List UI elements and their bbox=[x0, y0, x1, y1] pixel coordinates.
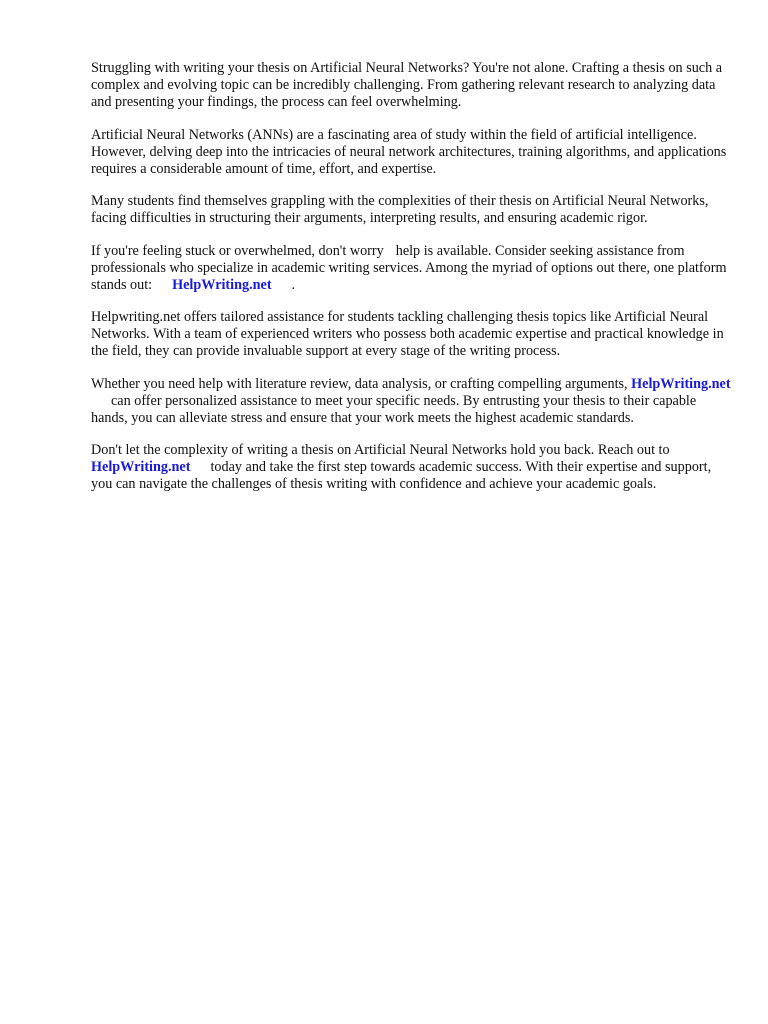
document-body bbox=[91, 60, 731, 509]
paragraph-help-available bbox=[91, 243, 731, 294]
helpwriting-link-3[interactable]: HelpWriting.net bbox=[91, 459, 191, 475]
paragraph-student-difficulties: Many students find themselves grappling with the complexities of their thesis on Artificial Neural Networks, facing difficulties in structuring their arguments, interpreting results, and ensuring academic rigor. bbox=[91, 193, 709, 226]
helpwriting-link-2[interactable]: HelpWriting.net bbox=[631, 375, 731, 392]
paragraph-intro: Struggling with writing your thesis on Artificial Neural Networks? You're not alone. Crafting a thesis on such a complex and evolving topic can be incredibly challenging. From gathering relevant research to analyzing data and presenting your findings, the process can feel overwhelming. bbox=[91, 60, 723, 110]
paragraph-service-description: Helpwriting.net offers tailored assistance for students tackling challenging thesis topics like Artificial Neural Networks. With a team of experienced writers who possess both academic expertise and practical knowledge in the field, they can provide invaluable support at every stage of the writing process. bbox=[91, 309, 724, 359]
helpwriting-link-1[interactable]: HelpWriting.net bbox=[172, 276, 272, 293]
paragraph-cta-text-start: Don't let the complexity of writing a thesis on Artificial Neural Networks hold you back. Reach out to bbox=[91, 442, 670, 458]
paragraph-ann-overview: Artificial Neural Networks (ANNs) are a fascinating area of study within the field of artificial intelligence. However, delving deep into the intricacies of neural network architectures, training algorithms, and applications requires a considerable amount of time, effort, and expertise. bbox=[91, 126, 727, 177]
paragraph-help-text-middle: help is available. Consider seeking assistance from professionals who specialize in academic writing services. Among the myriad of options out there, one platform stands out: bbox=[91, 242, 727, 293]
paragraph-cta-text-end: today and take the first step towards academic success. With their expertise and support, you can navigate the challenges of thesis writing with confidence and achieve your academic goals. bbox=[91, 459, 712, 492]
paragraph-personalized-assistance bbox=[91, 376, 731, 427]
paragraph-personalized-text-start: Whether you need help with literature review, data analysis, or crafting compelling arguments, bbox=[91, 375, 628, 392]
paragraph-help-text-end: . bbox=[291, 276, 296, 293]
paragraph-personalized-text-end: can offer personalized assistance to meet your specific needs. By entrusting your thesis to their capable hands, you can alleviate stress and ensure that your work meets the highest academic standards. bbox=[91, 392, 697, 426]
paragraph-help-text-start: If you're feeling stuck or overwhelmed, don't worry bbox=[91, 242, 384, 259]
paragraph-call-to-action bbox=[91, 442, 731, 493]
